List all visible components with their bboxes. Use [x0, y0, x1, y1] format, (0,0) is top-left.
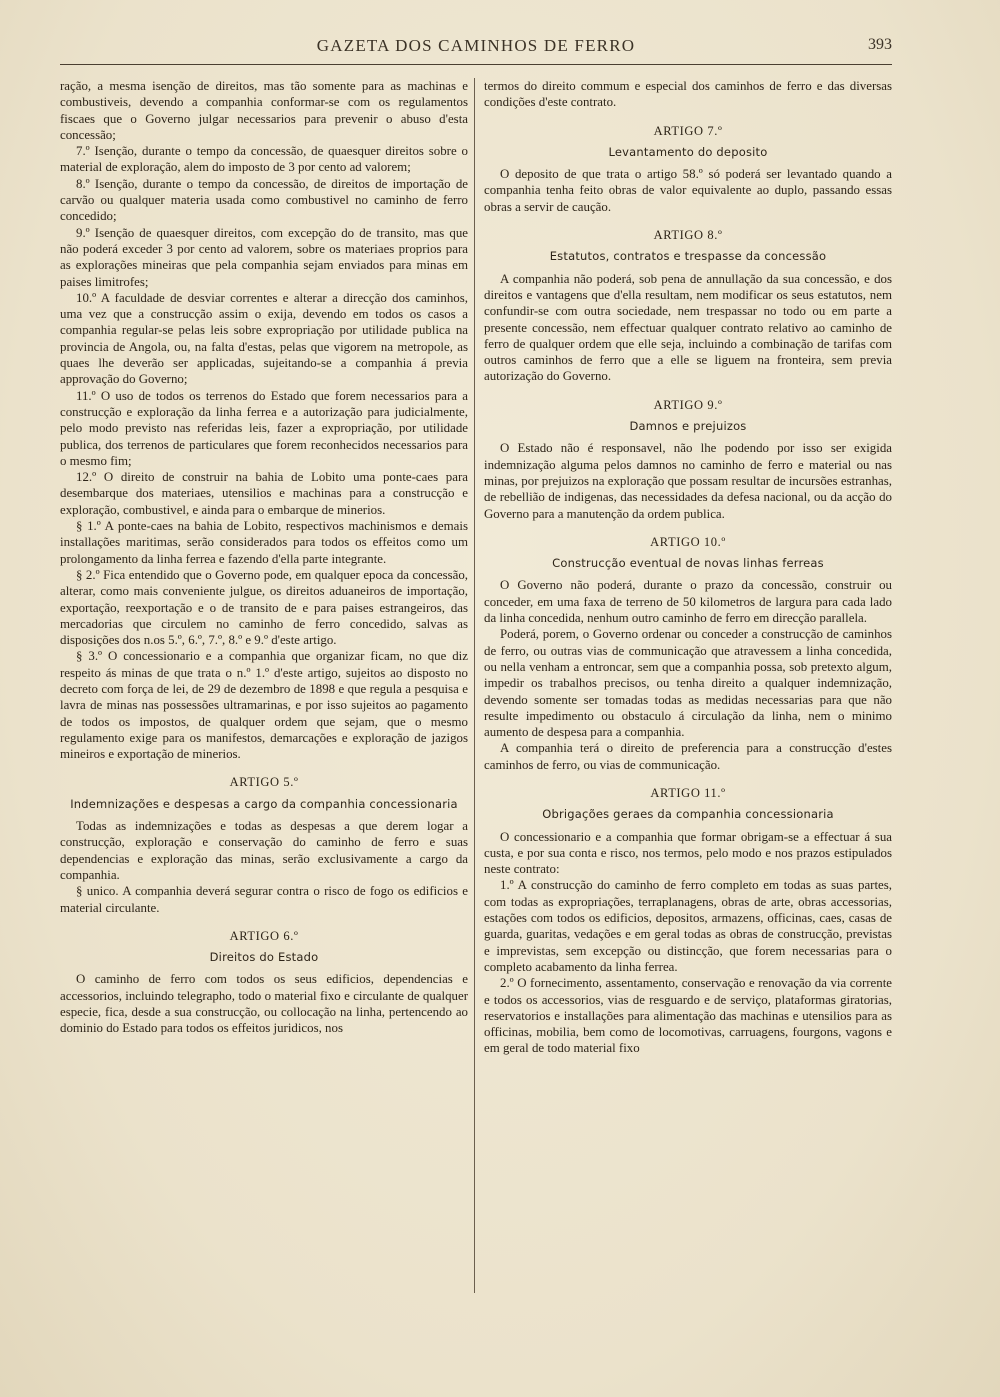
paragraph: 1.º A construcção do caminho de ferro completo em todas as suas partes, com todas as expropriações, terraplanagens, obras de arte, obras accessorias, estações com todos os edificios, depositos, armazens, officinas, caes, casas de guarda, guaritas, vedações e em geral todas as obras de construcção, previstas e imprevistas, sem excepção ou distincção, que forem necessarias para o completo acabamento da linha ferrea. — [484, 878, 892, 974]
article-heading: Construcção eventual de novas linhas ferreas — [552, 556, 824, 571]
article-heading: Indemnizações e despesas a cargo da companhia concessionaria — [70, 796, 458, 811]
paragraph: O Governo não poderá, durante o prazo da concessão, construir ou conceder, em uma faxa de terreno de 50 kilometros de largura para cada lado da linha concedida, nenhum outro caminho de ferro em direcção parallela. — [484, 578, 892, 626]
article-number: ARTIGO 7.º — [653, 123, 723, 138]
paragraph: A companhia não poderá, sob pena de annullação da sua concessão, e dos direitos e vantagens que d'ella resultam, nem modificar os seus estatutos, nem confundir-se com outra sociedade, nem trespassar no todo ou em parte a presente concessão, nem effectuar qualquer contrato relativo ao caminho de ferro de qualquer ordem que elle seja, incluindo a combinação de tarifas com outros caminhos de ferro que a elle se liguem na fronteira, sem previa autorização do Governo. — [484, 271, 892, 384]
paragraph: 7.º Isenção, durante o tempo da concessão, de quaesquer direitos sobre o material de exploração, alem do imposto de 3 por cento ad valorem; — [60, 144, 468, 175]
column-divider — [474, 78, 475, 1293]
paragraph: 8.º Isenção, durante o tempo da concessão, de direitos de importação de carvão ou qualquer materia usada como combustivel no caminho de ferro concedido; — [60, 176, 468, 224]
left-column — [60, 78, 468, 1037]
article-heading: Damnos e prejuizos — [629, 419, 747, 434]
paragraph: § 1.º A ponte-caes na bahia de Lobito, respectivos machinismos e demais installações maritimas, serão considerados para todos os effeitos como um prolongamento da linha ferrea e fazendo d'ella parte integrante. — [60, 519, 468, 566]
paragraph: ração, a mesma isenção de direitos, mas tão somente para as machinas e combustiveis, devendo a companhia conformar-se com os regulamentos fiscaes que o Governo julgar necessarios para prevenir o abuso d'esta concessão; — [60, 79, 468, 142]
right-column — [484, 78, 892, 1057]
article-number: ARTIGO 6.º — [229, 928, 299, 943]
paragraph: A companhia terá o direito de preferencia para a construcção d'estes caminhos de ferro, ou vias de communicação. — [484, 741, 892, 772]
paragraph: 11.º O uso de todos os terrenos do Estado que forem necessarios para a construcção e exploração da linha ferrea e a autorização para judicialmente, pelo modo previsto nas referidas leis, fazer a expropriação, por utilidade publica, dos terrenos de particulares que forem reconhecidos necessarios para o mesmo fim; — [60, 388, 468, 468]
paragraph: 9.º Isenção de quaesquer direitos, com excepção do de transito, mas que não poderá exceder 3 por cento ad valorem, sobre os materiaes proprios para as explorações mineiras que pela companhia sejam enviados para minas em paises limitrofes; — [60, 225, 468, 289]
publication-title: GAZETA DOS CAMINHOS DE FERRO — [316, 36, 636, 55]
paragraph: § 3.º O concessionario e a companhia que organizar ficam, no que diz respeito ás minas de que trata o n.º 1.º d'este artigo, sujeitos ao disposto no decreto com força de lei, de 29 de dezembro de 1898 e que regula a pesquisa e lavra de minas nas possessões ultramarinas, e por isso sujeitos ao pagamento de todos os impostos, de qualquer ordem que sejam, que o mesmo regulamento exige para os manifestos, demarcações e exploração de jazigos mineiros e exportação de minerios. — [60, 649, 468, 762]
article-heading: Direitos do Estado — [209, 950, 319, 965]
article-number: ARTIGO 5.º — [229, 775, 299, 790]
article-heading: Levantamento do deposito — [608, 144, 768, 159]
article-heading: Obrigações geraes da companhia concessionaria — [542, 807, 834, 822]
article-number: ARTIGO 10.º — [650, 534, 726, 549]
paragraph: 2.º O fornecimento, assentamento, conservação e renovação da via corrente e todos os accessorios, vias de resguardo e de serviço, plataformas giratorias, reservatorios e installações para alimentação das machinas e utensilios para as officinas, mobilia, bem como de locomotivas, carruagens, fourgons, vagons e em geral de todo material fixo — [484, 976, 892, 1056]
paragraph: O caminho de ferro com todos os seus edificios, dependencias e accessorios, incluindo telegrapho, todo o material fixo e circulante de qualquer especie, fica, desde a sua construcção, ou collocação na linha, pertencendo ao dominio do Estado para todos os effeitos juridicos, nos — [60, 972, 468, 1036]
paragraph: O Estado não é responsavel, não lhe podendo por isso ser exigida indemnização alguma pelos damnos no caminho de ferro e material ou nas minas, por prejuizos na exploração que possam resultar de incursões estranhas, de rebellião de indigenas, das necessidades da defesa nacional, ou da acção do Governo para a manutenção da ordem publica. — [484, 441, 892, 521]
page-header — [60, 36, 892, 62]
article-heading: Estatutos, contratos e trespasse da concessão — [549, 249, 827, 264]
header-rule — [60, 64, 892, 65]
article-number: ARTIGO 9.º — [653, 397, 723, 412]
paragraph: § 2.º Fica entendido que o Governo pode, em qualquer epoca da concessão, alterar, como mais conveniente julgue, os direitos aduaneiros de importação, exportação, reexportação e o de transito de e para paises estrangeiros, das mercadorias que circulem no caminho de ferro concedido, salvas as disposições dos n.os 5.º, 6.º, 7.º, 8.º e 9.º d'este artigo. — [60, 567, 468, 648]
paragraph: 12.º O direito de construir na bahia de Lobito uma ponte-caes para desembarque dos materiaes, utensilios e machinas para a construcção e exploração, combustivel, e ainda para o embarque de minerios. — [60, 470, 468, 517]
paragraph: Poderá, porem, o Governo ordenar ou conceder a construcção de caminhos de ferro, ou outras vias de communicação que atravessem a linha concedida, ou nella venham a entroncar, sem que a companhia possa, sob pretexto algum, impedir os trabalhos precisos, ou tenha direito a qualquer indemnização, devendo somente ser tomadas todas as medidas necessarias para que não resulte impedimento ou obstaculo á circulação da linha, nem o minimo aumento de despesa para a companhia. — [484, 627, 892, 740]
page-number: 393 — [868, 36, 892, 53]
paragraph: § unico. A companhia deverá segurar contra o risco de fogo os edificios e material circulante. — [60, 884, 468, 915]
paragraph: O deposito de que trata o artigo 58.º só poderá ser levantado quando a companhia tenha feito obras de valor equivalente ao duplo, passando essas obras a servir de caução. — [484, 167, 892, 214]
paragraph: termos do direito commum e especial dos caminhos de ferro e das diversas condições d'este contrato. — [484, 79, 892, 110]
paragraph: O concessionario e a companhia que formar obrigam-se a effectuar á sua custa, e por sua conta e risco, nos termos, pelo modo e nos prazos estipulados neste contrato: — [484, 829, 892, 877]
article-number: ARTIGO 8.º — [653, 228, 723, 243]
article-number: ARTIGO 11.º — [650, 785, 726, 800]
paragraph: Todas as indemnizações e todas as despesas a que derem logar a construcção, exploração e conservação do caminho de ferro e suas dependencias e exploração das minas, serão exclusivamente a cargo da companhia. — [60, 819, 468, 882]
paragraph: 10.º A faculdade de desviar correntes e alterar a direcção dos caminhos, uma vez que a construcção assim o exija, devendo em todos os casos a companhia regular-se pelas leis sobre expropriação por utilidade publica na provincia de Angola, ou, na falta d'estas, pelas que vigorem na metropole, as quaes lhe deverão ser applicadas, sujeitando-se a companhia á previa approvação do Governo; — [60, 290, 468, 387]
